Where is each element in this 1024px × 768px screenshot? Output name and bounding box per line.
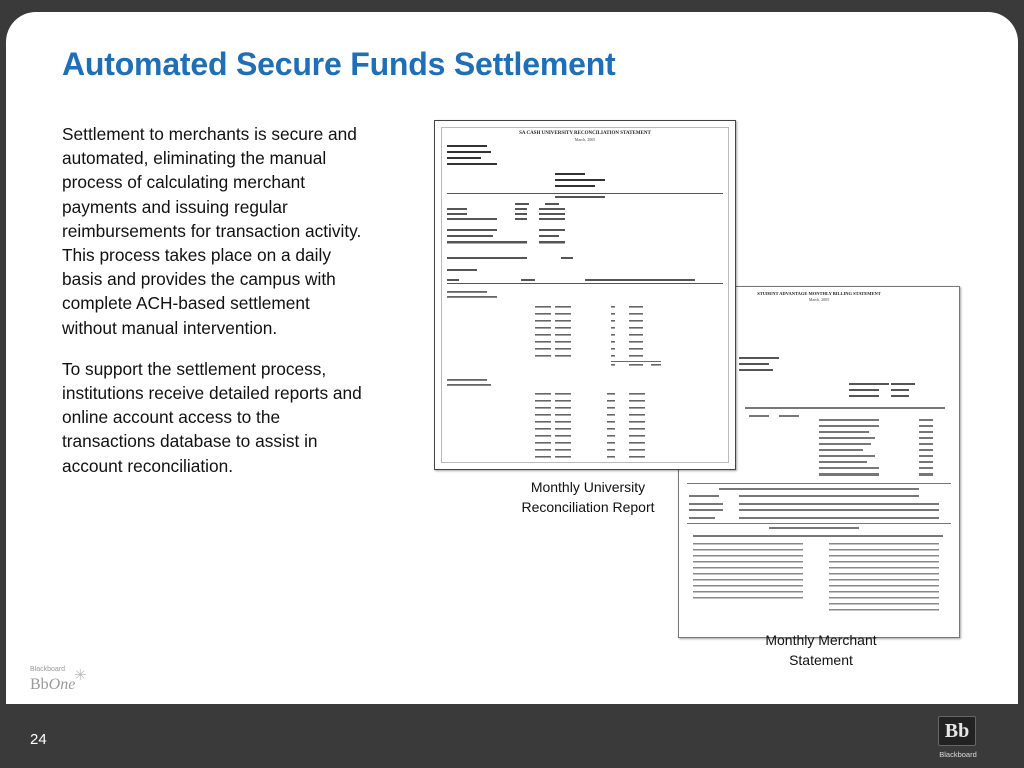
paragraph-settlement: Settlement to merchants is secure and automated, eliminating the manual process of calculating merchant payments and issuing regular reimbursements for transaction activity. This process takes place on a daily basis and provides the campus with complete ACH-based settlement without manual intervention. bbox=[62, 124, 362, 338]
caption-reconciliation-report: Monthly University Reconciliation Report bbox=[521, 479, 655, 515]
slide-canvas bbox=[6, 12, 1018, 704]
blackboard-logo-mark: Bb bbox=[938, 716, 976, 746]
bbone-logo-small-text: Blackboard bbox=[30, 666, 66, 673]
slide-title: Automated Secure Funds Settlement bbox=[62, 46, 616, 82]
statement-doc-subtitle: March, 2005 bbox=[808, 297, 830, 302]
report-doc-title: SA CASH UNIVERSITY RECONCILIATION STATEMENT bbox=[519, 131, 651, 136]
bbone-logo-text bbox=[30, 676, 75, 694]
page-number: 24 bbox=[30, 731, 47, 748]
paragraph-reports: To support the settlement process, institutions receive detailed reports and online account access to the transactions database to assist in account reconciliation. bbox=[62, 358, 362, 476]
blackboard-logo bbox=[932, 716, 988, 762]
slide-body bbox=[62, 122, 362, 495]
reconciliation-report-image bbox=[434, 120, 736, 470]
bbone-logo bbox=[30, 666, 90, 704]
sparkle-icon: ✳ bbox=[74, 667, 87, 684]
report-doc-lines bbox=[435, 121, 735, 469]
caption-merchant-statement: Monthly Merchant Statement bbox=[765, 632, 877, 668]
report-doc-subtitle: March, 2005 bbox=[574, 137, 596, 142]
blackboard-logo-label: Blackboard bbox=[939, 750, 977, 759]
bbone-logo-one: One bbox=[48, 676, 76, 693]
bbone-logo-bb: Bb bbox=[30, 676, 49, 693]
statement-doc-title: STUDENT ADVANTAGE MONTHLY BILLING STATEMENT bbox=[757, 291, 881, 296]
